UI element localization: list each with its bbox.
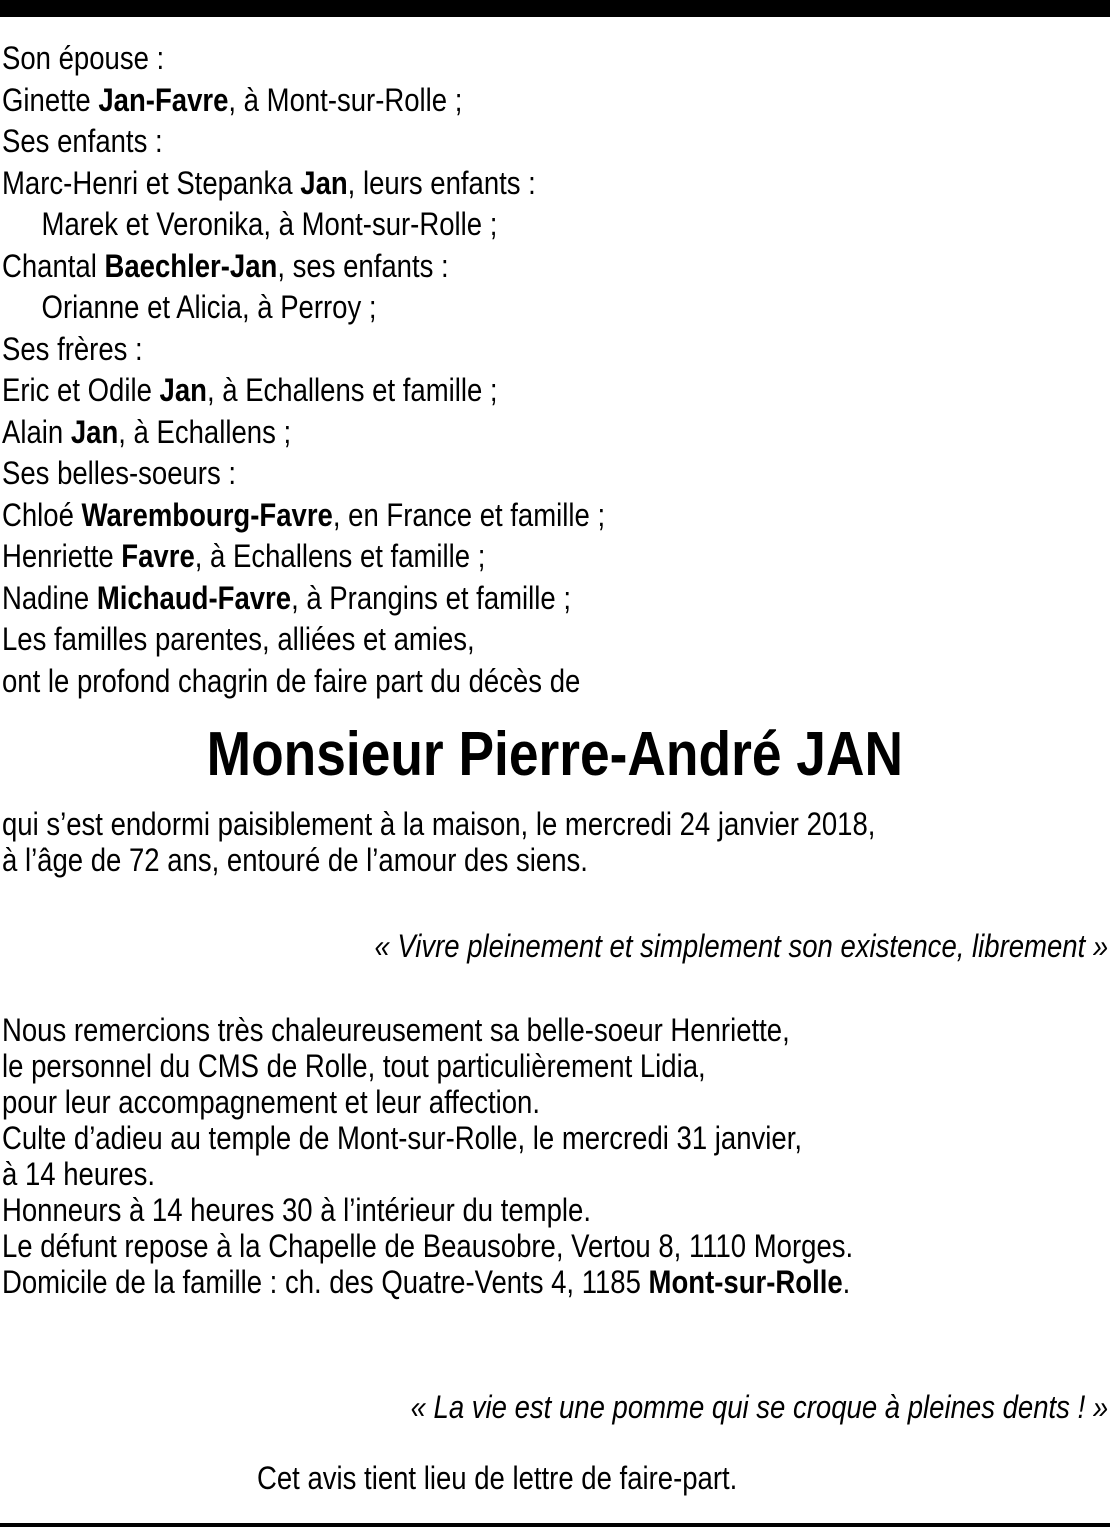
family-line: Orianne et Alicia, à Perroy ; xyxy=(41,289,377,325)
family-line: Marc-Henri et Stepanka Jan, leurs enfants : xyxy=(2,164,536,201)
surname: Michaud-Favre xyxy=(96,579,292,616)
family-line: Alain Jan, à Echallens ; xyxy=(2,413,292,450)
family-line: Chloé Warembourg-Favre, en France et famille ; xyxy=(2,496,606,533)
family-line: Eric et Odile Jan, à Echallens et famille ; xyxy=(2,372,498,408)
family-line: Chantal Baechler-Jan, ses enfants : xyxy=(2,247,449,284)
thanks-line: Nous remercions très chaleureusement sa belle-soeur Henriette, xyxy=(2,1012,790,1048)
quote-first: « Vivre pleinement et simplement son existence, librement » xyxy=(374,928,1108,964)
passing-paragraph xyxy=(2,806,948,878)
surname: Baechler-Jan xyxy=(104,247,278,284)
closing-note: Cet avis tient lieu de lettre de faire-part. xyxy=(257,1460,738,1496)
family-line: Ses frères : xyxy=(2,330,143,367)
family-line: Ginette Jan-Favre, à Mont-sur-Rolle ; xyxy=(2,81,463,118)
quote-second: « La vie est une pomme qui se croque à pleines dents ! » xyxy=(410,1389,1108,1425)
honours-line: Honneurs à 14 heures 30 à l’intérieur du temple. xyxy=(2,1192,591,1228)
top-rule xyxy=(0,0,1110,17)
surname: Jan-Favre xyxy=(98,81,229,118)
family-line: Marek et Veronika, à Mont-sur-Rolle ; xyxy=(41,206,498,242)
family-list xyxy=(2,38,948,702)
passing-line: à l’âge de 72 ans, entouré de l’amour des siens. xyxy=(2,842,588,878)
ceremony-line: Culte d’adieu au temple de Mont-sur-Rolle, le mercredi 31 janvier, xyxy=(2,1120,803,1156)
ceremony-time: à 14 heures. xyxy=(2,1156,155,1192)
surname: Favre xyxy=(121,538,195,574)
family-line: Nadine Michaud-Favre, à Prangins et famille ; xyxy=(2,579,571,616)
thanks-line: pour leur accompagnement et leur affection. xyxy=(2,1084,540,1120)
deceased-name: Monsieur Pierre-André JAN xyxy=(206,720,904,789)
rest-place-line: Le défunt repose à la Chapelle de Beausobre, Vertou 8, 1110 Morges. xyxy=(2,1228,854,1264)
family-line: Les familles parentes, alliées et amies, xyxy=(2,621,475,657)
family-line: Son épouse : xyxy=(2,40,165,76)
surname: Warembourg-Favre xyxy=(81,496,333,533)
surname: Jan xyxy=(70,413,119,450)
surname: Jan xyxy=(159,372,207,408)
surname: Jan xyxy=(300,164,348,201)
passing-line: qui s’est endormi paisiblement à la maison, le mercredi 24 janvier 2018, xyxy=(2,806,876,842)
thanks-line: le personnel du CMS de Rolle, tout particulièrement Lidia, xyxy=(2,1048,706,1084)
family-address-line: Domicile de la famille : ch. des Quatre-Vents 4, 1185 Mont-sur-Rolle. xyxy=(2,1264,851,1300)
address-town: Mont-sur-Rolle xyxy=(648,1264,843,1300)
family-line: Henriette Favre, à Echallens et famille ; xyxy=(2,538,486,574)
thanks-paragraph xyxy=(2,1012,948,1300)
family-line: Ses enfants : xyxy=(2,123,163,159)
family-line: ont le profond chagrin de faire part du décès de xyxy=(2,662,581,699)
bottom-rule xyxy=(0,1523,1110,1527)
family-line: Ses belles-soeurs : xyxy=(2,455,237,491)
